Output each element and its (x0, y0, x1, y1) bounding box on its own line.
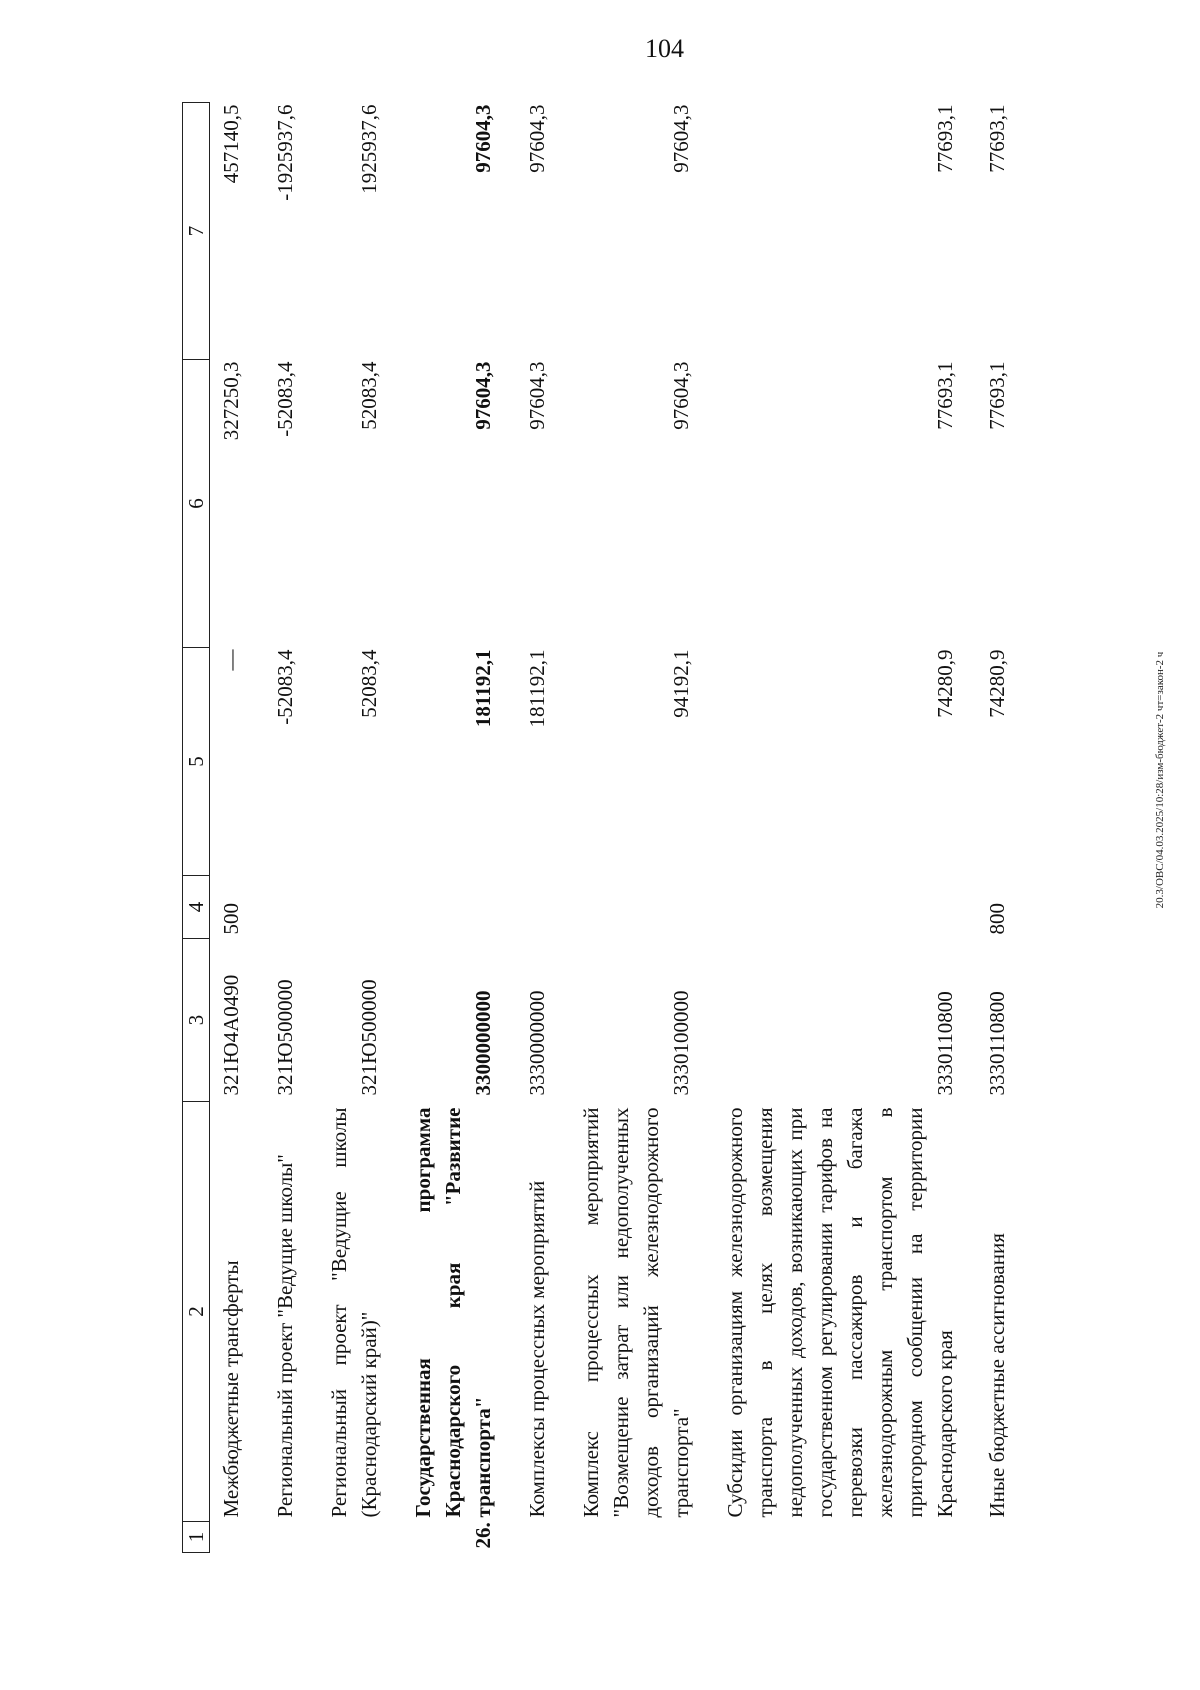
row-name: Региональный проект "Ведущие школы (Краснодарский край)" (327, 1107, 381, 1518)
row-expense-type (300, 876, 384, 939)
header-col-5: 5 (183, 648, 210, 876)
row-value-6: -52083,4 (273, 361, 297, 437)
row-expense-type (696, 876, 960, 939)
row-value-7: 457140,5 (219, 104, 243, 184)
row-value-6: 327250,3 (219, 361, 243, 441)
header-col-6: 6 (183, 360, 210, 648)
row-expense-type (384, 876, 498, 939)
row-code: 3330000000 (525, 990, 549, 1096)
row-name: Комплексы процессных мероприятий (525, 1180, 549, 1518)
budget-table-container (182, 103, 1052, 1553)
header-row (183, 103, 210, 1553)
row-expense-type: 800 (985, 903, 1009, 935)
row-name: Комплекс процессных мероприятий "Возмещение затрат или недополученных доходов организаций железнодорожного транспорта" (579, 1107, 693, 1518)
row-number (210, 1522, 247, 1553)
row-number: 26. (471, 1522, 495, 1549)
row-value-6: 97604,3 (669, 361, 693, 430)
table-row (300, 103, 384, 1553)
row-code: 3330110800 (985, 991, 1009, 1096)
row-value-5: 94192,1 (669, 649, 693, 718)
table-row (210, 103, 247, 1553)
row-value-7: 77693,1 (933, 104, 957, 173)
row-code: 321Ю500000 (273, 979, 297, 1096)
row-value-5: 181192,1 (525, 649, 549, 728)
header-col-3: 3 (183, 939, 210, 1102)
row-number (696, 1522, 960, 1553)
table-row (384, 103, 498, 1553)
budget-table (182, 102, 1012, 1553)
header-col-1: 1 (183, 1522, 210, 1553)
row-value-5: 74280,9 (933, 649, 957, 718)
row-expense-type: 500 (219, 903, 243, 935)
row-value-5: -52083,4 (273, 649, 297, 725)
row-code: 321Ю4А0490 (219, 974, 243, 1096)
table-row (960, 103, 1012, 1553)
row-name: Межбюджетные трансферты (219, 1260, 243, 1518)
row-value-7: 77693,1 (985, 104, 1009, 173)
row-expense-type (246, 876, 300, 939)
table-row (696, 103, 960, 1553)
document-footer-note: 20.3/ОВС/04.03.2025/10:28/изм-бюджет-2 чт=закон-2 ч (1154, 651, 1166, 909)
table-row (498, 103, 552, 1553)
header-col-2: 2 (183, 1102, 210, 1522)
row-value-7: 97604,3 (669, 104, 693, 173)
row-value-5: 74280,9 (985, 649, 1009, 718)
row-value-7: 97604,3 (471, 104, 495, 173)
row-value-7: 1925937,6 (357, 104, 381, 194)
row-number (246, 1522, 300, 1553)
header-col-4: 4 (183, 876, 210, 939)
table-row (246, 103, 300, 1553)
row-value-6: 97604,3 (525, 361, 549, 430)
row-value-5: 181192,1 (471, 649, 495, 728)
row-expense-type (552, 876, 696, 939)
header-col-7: 7 (183, 103, 210, 360)
rotated-table-frame (182, 103, 1052, 1553)
row-code: 3330110800 (933, 991, 957, 1096)
row-name: Иные бюджетные ассигнования (985, 1233, 1009, 1518)
row-name: Субсидии организациям железнодорожного транспорта в целях возмещения недополученных доходов, возникающих при государственном регулировании тарифов на перевозки пассажиров и багажа железнодорожным транспортом в пригородном сообщении на территории Краснодарского края (723, 1107, 957, 1518)
row-name: Региональный проект "Ведущие школы" (273, 1154, 297, 1518)
row-number (960, 1522, 1012, 1553)
row-number (552, 1522, 696, 1553)
row-expense-type (498, 876, 552, 939)
row-number (498, 1522, 552, 1553)
row-value-7: -1925937,6 (273, 104, 297, 201)
row-name: Государственная программа Краснодарского края "Развитие транспорта" (411, 1107, 495, 1518)
row-value-6: 77693,1 (933, 361, 957, 430)
row-value-6: 52083,4 (357, 361, 381, 430)
table-row (552, 103, 696, 1553)
row-value-6: 77693,1 (985, 361, 1009, 430)
row-number (300, 1522, 384, 1553)
row-code: 321Ю500000 (357, 979, 381, 1096)
page-number: 104 (645, 34, 684, 63)
row-code: 3300000000 (471, 990, 495, 1096)
row-value-5: 52083,4 (357, 649, 381, 718)
row-value-7: 97604,3 (525, 104, 549, 173)
row-value-5: — (219, 649, 243, 671)
row-code: 3330100000 (669, 990, 693, 1096)
row-value-6: 97604,3 (471, 361, 495, 430)
